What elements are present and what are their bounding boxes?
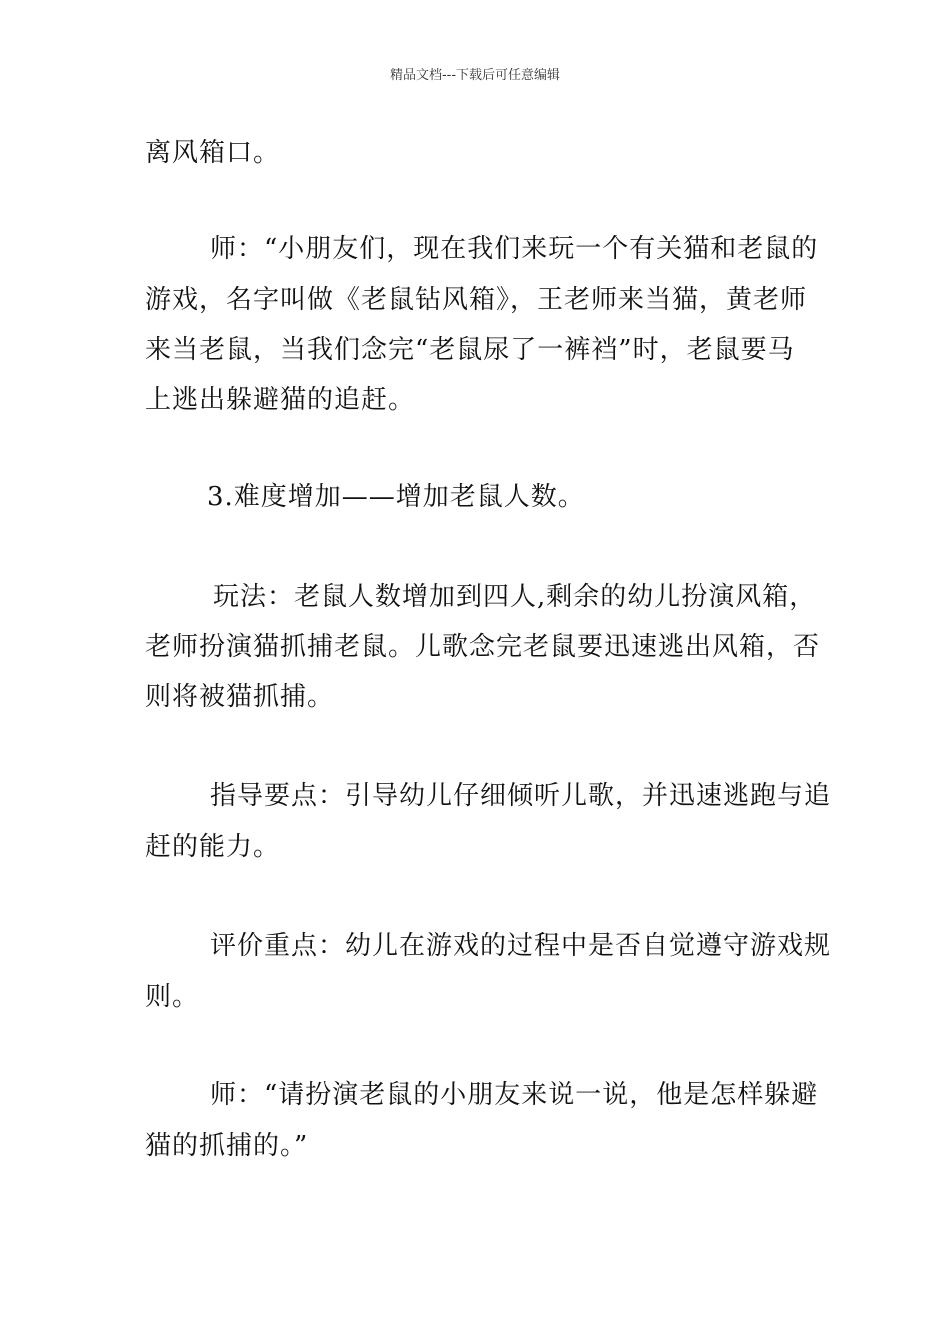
- text-line: 师：“小朋友们，现在我们来玩一个有关猫和老鼠的: [210, 234, 819, 264]
- text-line: 来当老鼠，当我们念完“老鼠尿了一裤裆”时，老鼠要马: [145, 335, 795, 365]
- page-header: 精品文档---下载后可任意编辑: [389, 68, 561, 83]
- text-line: 离风箱口。: [145, 138, 281, 168]
- text-line: 师：“请扮演老鼠的小朋友来说一说，他是怎样躲避: [210, 1080, 819, 1110]
- text-line: 则将被猫抓捕。: [145, 682, 335, 712]
- section-heading: 3.难度增加——增加老鼠人数。: [207, 482, 585, 512]
- text-line: 赶的能力。: [145, 832, 281, 862]
- text-line: 则。: [145, 982, 200, 1012]
- text-line: 指导要点：引导幼儿仔细倾听儿歌，并迅速逃跑与追: [210, 781, 832, 811]
- text-line: 游戏，名字叫做《老鼠钻风箱》，王老师来当猫，黄老师: [145, 285, 808, 315]
- text-line: 猫的抓捕的。”: [145, 1131, 309, 1161]
- text-line: 玩法：老鼠人数增加到四人,剩余的幼儿扮演风箱，: [213, 582, 817, 612]
- text-line: 上逃出躲避猫的追赶。: [145, 385, 416, 415]
- text-line: 老师扮演猫抓捕老鼠。儿歌念完老鼠要迅速逃出风箱，否: [145, 632, 821, 662]
- text-line: 评价重点：幼儿在游戏的过程中是否自觉遵守游戏规: [210, 931, 832, 961]
